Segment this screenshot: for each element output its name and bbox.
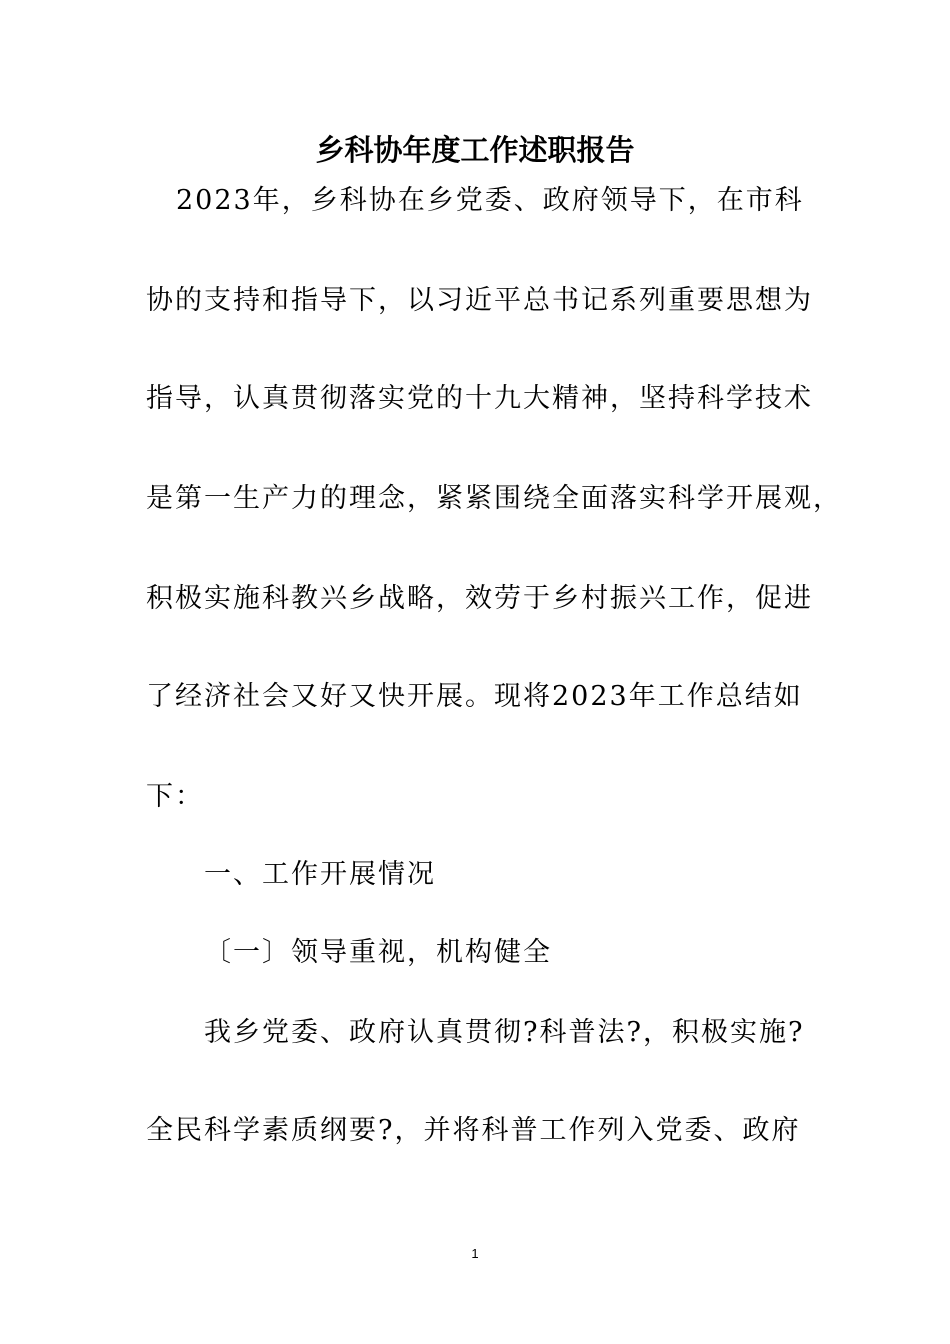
paragraph-line: 2023年，乡科协在乡党委、政府领导下，在市科 — [176, 185, 804, 216]
paragraph-line: 积极实施科教兴乡战略，效劳于乡村振兴工作，促进 — [146, 583, 813, 614]
document-title: 乡科协年度工作述职报告 — [315, 133, 635, 167]
paragraph-line: 指导，认真贯彻落实党的十九大精神，坚持科学技术 — [146, 383, 813, 414]
paragraph-line: 协的支持和指导下，以习近平总书记系列重要思想为 — [146, 285, 813, 316]
section-heading: 一、工作开展情况 — [204, 859, 436, 890]
paragraph-line: 是第一生产力的理念，紧紧围绕全面落实科学开展观， — [146, 483, 842, 514]
paragraph-line: 我乡党委、政府认真贯彻?科普法?，积极实施? — [204, 1017, 805, 1048]
paragraph-line: 全民科学素质纲要?，并将科普工作列入党委、政府 — [146, 1115, 801, 1146]
paragraph-line: 下： — [146, 781, 204, 812]
paragraph-line: 了经济社会又好又快开展。现将2023年工作总结如 — [146, 681, 803, 712]
subsection-heading: 〔一〕领导重视，机构健全 — [204, 937, 552, 968]
page-number: 1 — [471, 1246, 479, 1261]
